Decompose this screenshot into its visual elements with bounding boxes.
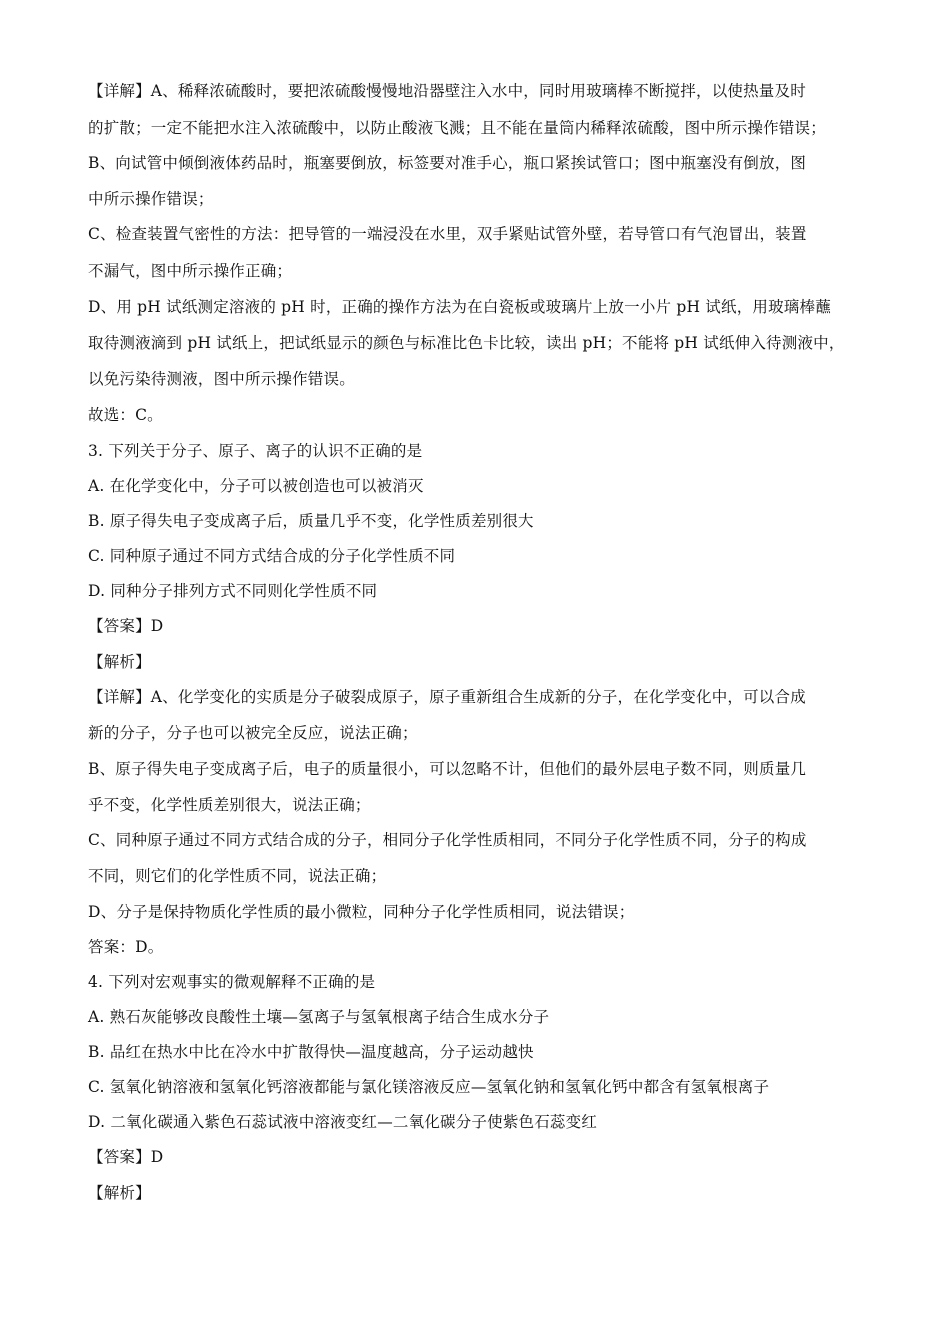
answer-label: 【答案】D — [88, 617, 164, 635]
option-c: C. 同种原子通过不同方式结合成的分子化学性质不同 — [88, 547, 456, 565]
text-line: 【详解】A、化学变化的实质是分子破裂成原子，原子重新组合生成新的分子，在化学变化中，可以合成 — [88, 688, 806, 706]
text-line: 新的分子，分子也可以被完全反应，说法正确； — [88, 724, 418, 742]
text-line: 不漏气，图中所示操作正确； — [88, 262, 293, 280]
answer-label: 【答案】D — [88, 1148, 164, 1166]
option-d: D. 同种分子排列方式不同则化学性质不同 — [88, 582, 378, 600]
text-line: C、检查装置气密性的方法：把导管的一端浸没在水里，双手紧贴试管外壁，若导管口有气泡冒出，装置 — [88, 225, 807, 243]
text-line: 【详解】A、稀释浓硫酸时，要把浓硫酸慢慢地沿器壁注入水中，同时用玻璃棒不断搅拌，以使热量及时 — [88, 82, 806, 100]
text-line: B、向试管中倾倒液体药品时，瓶塞要倒放，标签要对准手心，瓶口紧挨试管口；图中瓶塞没有倒放，图 — [88, 154, 807, 172]
option-a: A. 熟石灰能够改良酸性土壤—氢离子与氢氧根离子结合生成水分子 — [88, 1008, 550, 1026]
option-a: A. 在化学变化中，分子可以被创造也可以被消灭 — [88, 477, 424, 495]
option-d: D. 二氧化碳通入紫色石蕊试液中溶液变红—二氧化碳分子使紫色石蕊变红 — [88, 1113, 598, 1131]
question-title: 3. 下列关于分子、原子、离子的认识不正确的是 — [88, 442, 423, 460]
option-c: C. 氢氧化钠溶液和氢氧化钙溶液都能与氯化镁溶液反应—氢氧化钠和氢氧化钙中都含有氢氧根离子 — [88, 1078, 770, 1096]
text-line: 取待测液滴到 pH 试纸上，把试纸显示的颜色与标准比色卡比较，读出 pH；不能将 pH 试纸伸入待测液中， — [88, 334, 845, 352]
text-line: 中所示操作错误； — [88, 190, 214, 208]
text-line: C、同种原子通过不同方式结合成的分子，相同分子化学性质相同，不同分子化学性质不同，分子的构成 — [88, 831, 807, 849]
text-line: 故选：C。 — [88, 406, 163, 424]
analysis-label: 【解析】 — [88, 653, 151, 671]
option-b: B. 品红在热水中比在冷水中扩散得快—温度越高，分子运动越快 — [88, 1043, 534, 1061]
text-line: 的扩散；一定不能把水注入浓硫酸中，以防止酸液飞溅；且不能在量筒内稀释浓硫酸，图中所示操作错误； — [88, 119, 826, 137]
text-line: 不同，则它们的化学性质不同，说法正确； — [88, 867, 387, 885]
text-line: 答案：D。 — [88, 938, 164, 956]
text-line: 乎不变，化学性质差别很大，说法正确； — [88, 796, 371, 814]
text-line: D、分子是保持物质化学性质的最小微粒，同种分子化学性质相同，说法错误； — [88, 903, 635, 921]
option-b: B. 原子得失电子变成离子后，质量几乎不变，化学性质差别很大 — [88, 512, 534, 530]
question-title: 4. 下列对宏观事实的微观解释不正确的是 — [88, 973, 376, 991]
text-line: B、原子得失电子变成离子后，电子的质量很小，可以忽略不计，但他们的最外层电子数不同，则质量几 — [88, 760, 807, 778]
text-line: 以免污染待测液，图中所示操作错误。 — [88, 370, 355, 388]
text-line: D、用 pH 试纸测定溶液的 pH 时，正确的操作方法为在白瓷板或玻璃片上放一小片 pH 试纸，用玻璃棒蘸 — [88, 298, 831, 316]
analysis-label: 【解析】 — [88, 1184, 151, 1202]
